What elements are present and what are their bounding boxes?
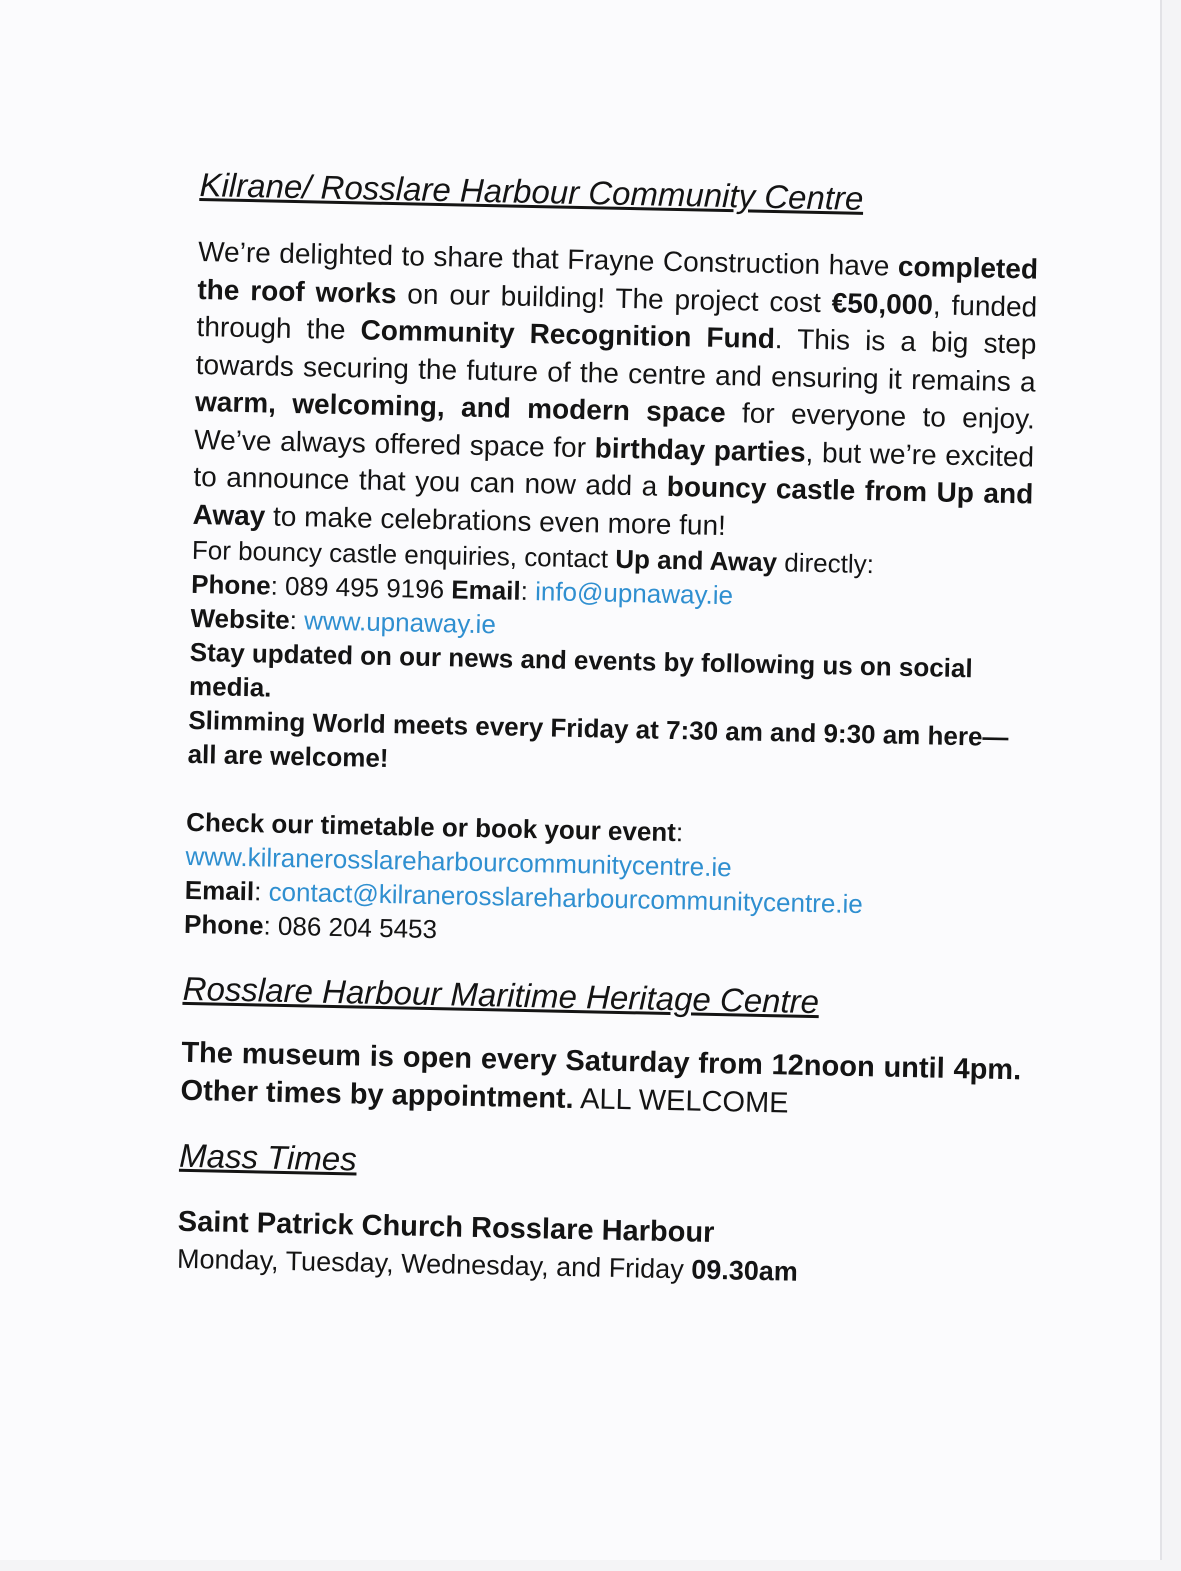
upnaway-email-link[interactable]: info@upnaway.ie — [534, 576, 734, 611]
church-name: Saint Patrick Church Rosslare Harbour — [177, 1205, 715, 1250]
centre-website-link[interactable]: www.kilranerosslareharbourcommunitycentre.ie — [185, 840, 732, 883]
community-centre-heading: Kilrane/ Rosslare Harbour Community Centre — [199, 165, 864, 217]
heritage-heading: Rosslare Harbour Maritime Heritage Centre — [182, 969, 820, 1021]
centre-email-link[interactable]: contact@kilranerosslareharbourcommunitycentre.ie — [268, 876, 864, 920]
notice-content — [177, 165, 1040, 1293]
roof-works-paragraph: We’re delighted to share that Frayne Construction have completed the roof works on our building! The project cost €50,000, funded through the Community Recognition Fund. This is a big step towards securing the future of the centre and ensuring it remains a warm, welcoming, and modern space for everyone to enjoy. We’ve always offered space for birthday parties, but we’re excited to announce that you can now add a bouncy castle from Up and Away to make celebrations even more fun! — [192, 235, 1039, 541]
mass-times-heading: Mass Times — [178, 1136, 358, 1178]
museum-hours: The museum is open every Saturday from 12noon until 4pm. Other times by appointment. ALL WELCOME — [180, 1036, 1022, 1120]
social-media-note: Stay updated on our news and events by following us on social media. — [188, 636, 973, 703]
bouncy-castle-contact: For bouncy castle enquiries, contact Up and Away directly: Phone: 089 495 9196 Email: info@upnaway.ie Website: www.upnaway.ie — [190, 534, 875, 640]
mass-schedule: Monday, Tuesday, Wednesday, and Friday 09.30am — [176, 1243, 799, 1287]
centre-contact-block: Check our timetable or book your event: www.kilranerosslareharbourcommunitycentre.ie Email: contact@kilranerosslareharbourcommunitycentre.ie Phone: 086 204 5453 — [183, 806, 864, 945]
slimming-world-note: Slimming World meets every Friday at 7:30 am and 9:30 am here—all are welcome! — [187, 704, 1009, 774]
upnaway-website-link[interactable]: www.upnaway.ie — [303, 605, 497, 640]
